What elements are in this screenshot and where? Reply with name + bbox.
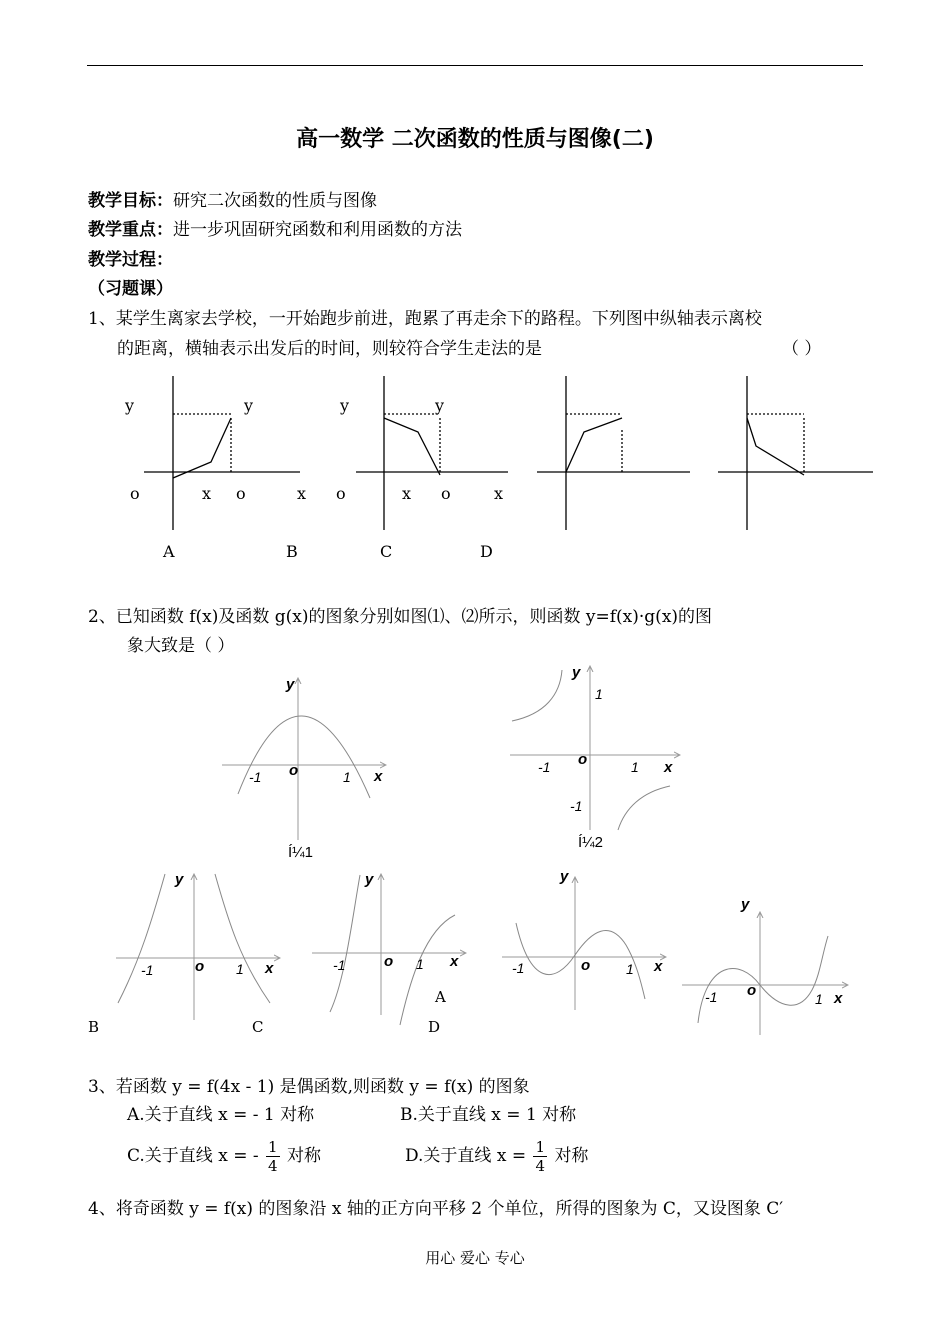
q2-d-one: 1 xyxy=(626,961,634,977)
q1-label-o-d: o xyxy=(441,484,451,503)
q2-a-neg1: -1 xyxy=(705,989,718,1005)
q2-d-o: o xyxy=(581,957,591,974)
q1-label-x-c: x xyxy=(402,484,412,503)
q3-c-denominator: 4 xyxy=(268,1157,278,1175)
q2-fig1-y: y xyxy=(286,676,295,693)
q2-fig1-caption: Í¼1 xyxy=(288,844,314,861)
q1-blank: （ ） xyxy=(782,339,822,359)
q3-d-numerator: 1 xyxy=(535,1138,546,1156)
q2-d-y: y xyxy=(560,868,569,885)
q2-fig1-neg1: -1 xyxy=(249,769,262,785)
q2-option-a-graph xyxy=(682,912,848,1035)
q2-b-neg1: -1 xyxy=(141,962,154,978)
teaching-focus-label: 教学重点： xyxy=(88,220,173,240)
q3-option-c-prefix: C.关于直线 x = - xyxy=(127,1146,259,1166)
q2-fig1-one: 1 xyxy=(343,769,351,785)
q2-c-y: y xyxy=(365,871,374,888)
teaching-focus-text: 进一步巩固研究函数和利用函数的方法 xyxy=(173,220,462,240)
q3-option-d-prefix: D.关于直线 x = xyxy=(405,1146,527,1166)
q3-option-b: B.关于直线 x = 1 对称 xyxy=(400,1105,577,1125)
teaching-process-label: 教学过程： xyxy=(88,250,173,270)
q1-label-y-a: y xyxy=(125,396,135,415)
q2-c-one: 1 xyxy=(416,956,424,972)
q2-fig2-one-y: 1 xyxy=(595,686,603,702)
q3-option-a: A.关于直线 x = - 1 对称 xyxy=(127,1105,315,1125)
q3-option-d xyxy=(405,1138,588,1175)
q3-option-c xyxy=(127,1138,321,1175)
q2-fig1-graph xyxy=(222,678,386,840)
q1-label-y-c: y xyxy=(340,396,350,415)
page-title: 高一数学 二次函数的性质与图像(二) xyxy=(296,127,654,152)
q2-option-d: D xyxy=(428,1018,441,1036)
q3-c-numerator: 1 xyxy=(268,1138,278,1156)
q2-fig1-x: x xyxy=(374,768,383,785)
q2-option-c: C xyxy=(252,1018,264,1036)
q3-option-c-fraction xyxy=(266,1138,280,1175)
page-footer: 用心 爱心 专心 xyxy=(425,1249,525,1267)
q2-option-b-graph xyxy=(116,874,280,1020)
q1-option-c: C xyxy=(380,542,393,561)
q1-line1: 1、某学生离家去学校，一开始跑步前进，跑累了再走余下的路程。下列图中纵轴表示离校 xyxy=(88,309,762,329)
q2-c-o: o xyxy=(384,953,394,970)
q3-option-d-fraction xyxy=(533,1138,547,1175)
q2-d-neg1: -1 xyxy=(512,960,525,976)
q2-fig2-y: y xyxy=(572,664,581,681)
q1-label-o-c: o xyxy=(336,484,346,503)
q2-a-o: o xyxy=(747,982,757,999)
q1-option-d: D xyxy=(480,542,493,561)
q3-stem: 3、若函数 y = f(4x - 1) 是偶函数,则函数 y = f(x) 的图象 xyxy=(88,1077,530,1097)
q2-fig1-o: o xyxy=(289,762,299,779)
q2-a-x: x xyxy=(834,990,843,1007)
q2-b-one: 1 xyxy=(236,961,244,977)
q2-c-x: x xyxy=(450,953,459,970)
q1-option-b: B xyxy=(286,542,298,561)
q2-b-o: o xyxy=(195,958,205,975)
q2-fig2-one: 1 xyxy=(631,759,639,775)
q3-option-c-suffix: 对称 xyxy=(286,1146,321,1166)
q2-d-x: x xyxy=(654,958,663,975)
q2-option-b: B xyxy=(88,1018,100,1036)
q2-a-one: 1 xyxy=(815,991,823,1007)
q1-label-x-b: x xyxy=(297,484,307,503)
q2-fig2-neg1: -1 xyxy=(538,759,551,775)
q2-fig2-neg1-y: -1 xyxy=(570,798,583,814)
q1-line2: 的距离，横轴表示出发后的时间，则较符合学生走法的是 xyxy=(117,339,542,359)
q2-fig2-caption: Í¼2 xyxy=(578,834,604,851)
q2-c-neg1: -1 xyxy=(333,957,346,973)
q2-option-d-graph xyxy=(502,877,666,1010)
q1-label-o-b: o xyxy=(236,484,246,503)
q1-label-o-a: o xyxy=(130,484,140,503)
q1-label-x-d: x xyxy=(494,484,504,503)
teaching-goal-label: 教学目标： xyxy=(88,191,173,211)
q4-line1: 4、将奇函数 y = f(x) 的图象沿 x 轴的正方向平移 2 个单位，所得的图象为 C，又设图象 C′ xyxy=(88,1199,784,1219)
q3-d-denominator: 4 xyxy=(535,1157,546,1175)
q3-option-d-suffix: 对称 xyxy=(554,1146,589,1166)
q2-option-a: A xyxy=(435,988,446,1006)
q2-fig2-x: x xyxy=(664,759,673,776)
q1-option-a: A xyxy=(163,542,175,561)
q2-line2: 象大致是（ ） xyxy=(127,636,235,656)
q2-b-y: y xyxy=(175,871,184,888)
q2-b-x: x xyxy=(265,960,274,977)
q2-a-y: y xyxy=(741,896,750,913)
q2-line1: 2、已知函数 f(x)及函数 g(x)的图象分别如图⑴、⑵所示，则函数 y=f(x)·g(x)的图 xyxy=(88,607,713,627)
q1-label-y-d: y xyxy=(435,396,445,415)
q2-fig2-o: o xyxy=(578,751,588,768)
q1-label-y-b: y xyxy=(244,396,254,415)
q1-label-x-a: x xyxy=(202,484,212,503)
teaching-goal-text: 研究二次函数的性质与图像 xyxy=(173,191,377,211)
lesson-type: （习题课） xyxy=(88,279,173,299)
